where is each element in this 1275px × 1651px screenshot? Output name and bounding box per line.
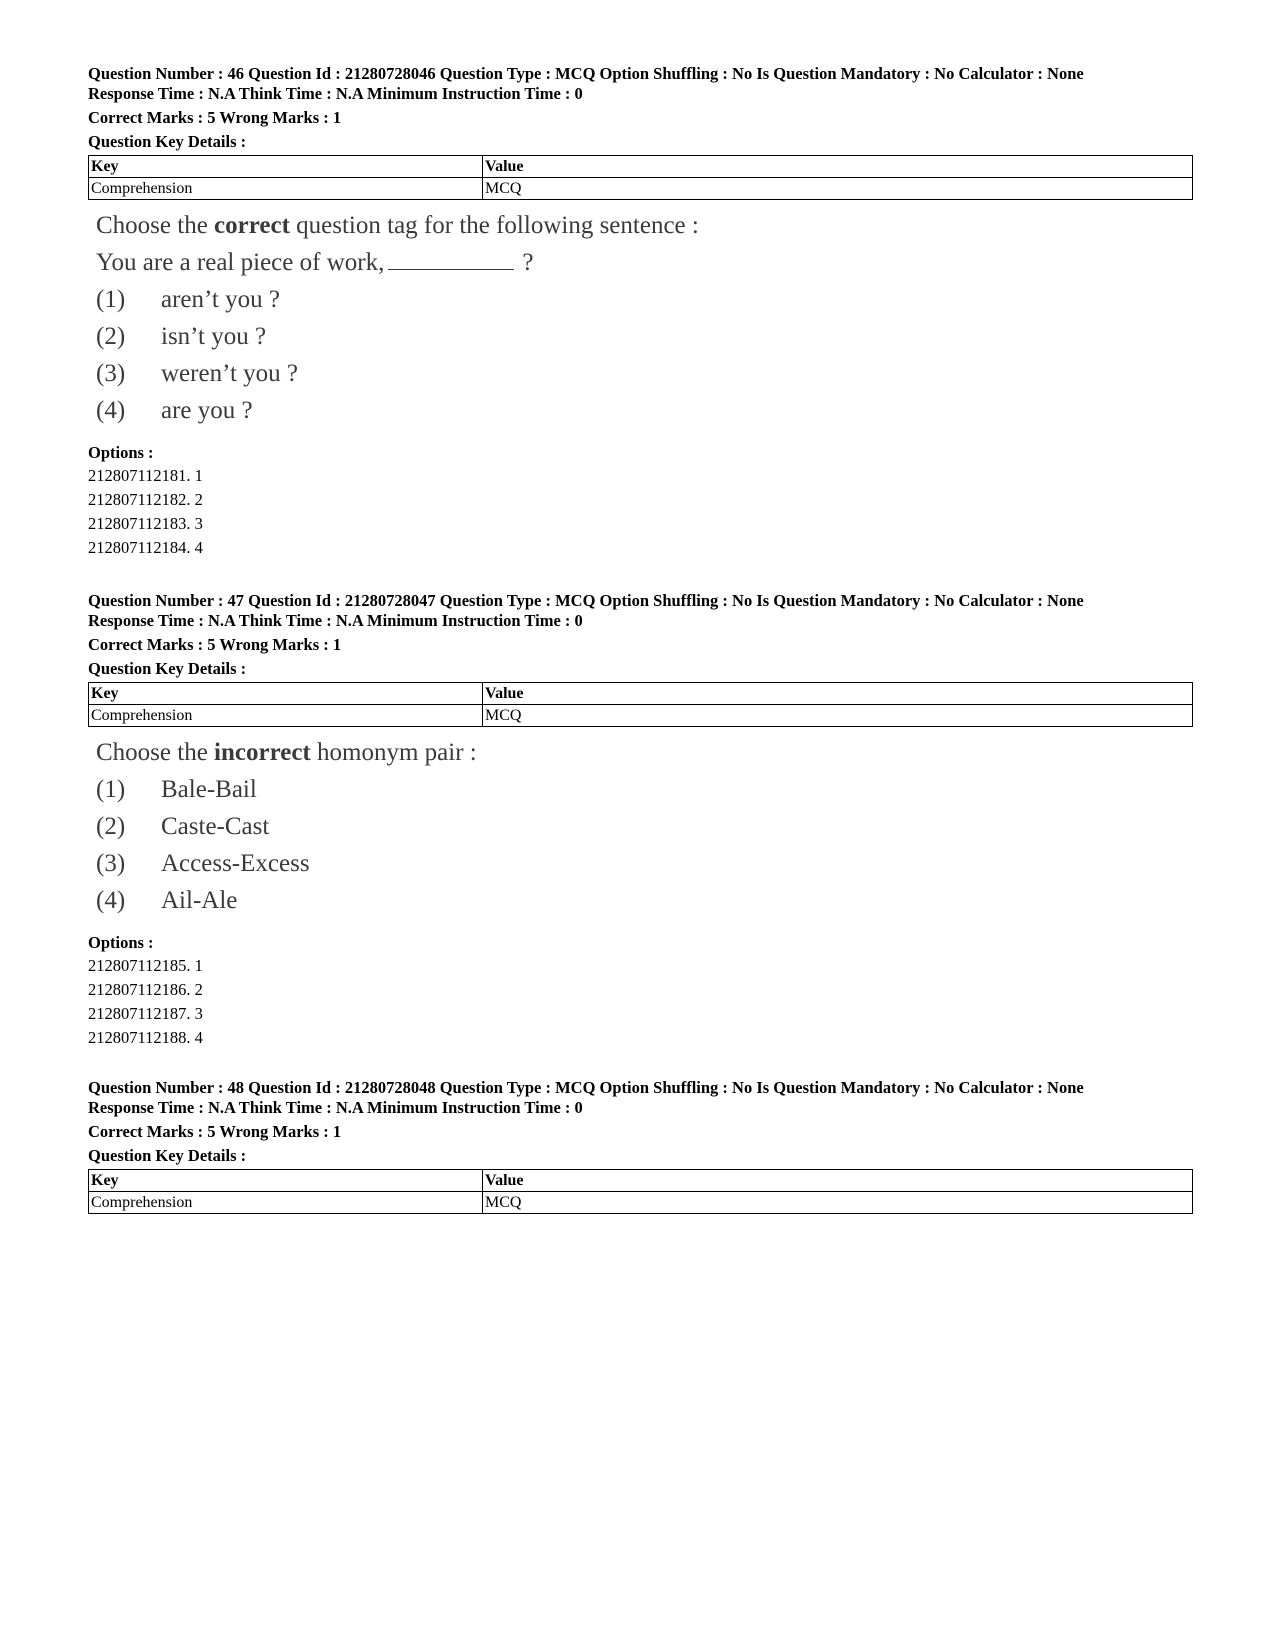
option-item: 212807112186. 2 — [88, 980, 203, 999]
question-header-line2: Response Time : N.A Think Time : N.A Minimum Instruction Time : 0 — [88, 1098, 583, 1117]
question-block-48 — [88, 1078, 1193, 1214]
question-sentence: You are a real piece of work, ? — [96, 249, 534, 276]
choice-item: (2) isn’t you ? — [96, 323, 267, 350]
question-block-47 — [88, 591, 1193, 1050]
question-prompt: Choose the incorrect homonym pair : — [96, 739, 477, 766]
question-image — [96, 208, 1193, 430]
table-header-value: Value — [483, 1170, 1193, 1192]
question-block-46 — [88, 64, 1193, 560]
choice-item: (4) Ail-Ale — [96, 887, 238, 914]
option-item: 212807112185. 1 — [88, 956, 203, 975]
question-header-line2: Response Time : N.A Think Time : N.A Minimum Instruction Time : 0 — [88, 611, 583, 630]
table-cell-key: Comprehension — [89, 1192, 483, 1214]
question-header-line2: Response Time : N.A Think Time : N.A Minimum Instruction Time : 0 — [88, 84, 583, 103]
table-header-value: Value — [483, 683, 1193, 705]
options-label: Options : — [88, 933, 154, 952]
option-item: 212807112181. 1 — [88, 466, 203, 485]
choice-item: (2) Caste-Cast — [96, 813, 270, 840]
choice-item: (3) weren’t you ? — [96, 360, 298, 387]
key-details-table — [88, 155, 1193, 200]
choice-item: (4) are you ? — [96, 397, 253, 424]
key-details-table — [88, 682, 1193, 727]
key-details-label: Question Key Details : — [88, 659, 247, 678]
table-cell-value: MCQ — [483, 705, 1193, 727]
table-header-key: Key — [89, 1170, 483, 1192]
table-header-row — [89, 683, 1193, 705]
table-cell-key: Comprehension — [89, 705, 483, 727]
marks-line: Correct Marks : 5 Wrong Marks : 1 — [88, 635, 342, 654]
option-item: 212807112188. 4 — [88, 1028, 203, 1047]
choice-item: (1) aren’t you ? — [96, 286, 280, 313]
table-header-key: Key — [89, 156, 483, 178]
question-header-line1: Question Number : 48 Question Id : 21280728048 Question Type : MCQ Option Shuffling : No Is Question Mandatory : No Calculator : None — [88, 1078, 1084, 1097]
table-cell-key: Comprehension — [89, 178, 483, 200]
table-cell-value: MCQ — [483, 178, 1193, 200]
option-item: 212807112183. 3 — [88, 514, 203, 533]
option-item: 212807112182. 2 — [88, 490, 203, 509]
question-header-line1: Question Number : 47 Question Id : 21280728047 Question Type : MCQ Option Shuffling : No Is Question Mandatory : No Calculator : None — [88, 591, 1084, 610]
question-image — [96, 735, 1193, 920]
marks-line: Correct Marks : 5 Wrong Marks : 1 — [88, 1122, 342, 1141]
table-header-key: Key — [89, 683, 483, 705]
option-item: 212807112184. 4 — [88, 538, 203, 557]
key-details-label: Question Key Details : — [88, 132, 247, 151]
key-details-table — [88, 1169, 1193, 1214]
table-header-value: Value — [483, 156, 1193, 178]
choice-item: (3) Access-Excess — [96, 850, 310, 877]
marks-line: Correct Marks : 5 Wrong Marks : 1 — [88, 108, 342, 127]
table-row — [89, 178, 1193, 200]
table-cell-value: MCQ — [483, 1192, 1193, 1214]
answer-blank — [388, 251, 514, 270]
table-row — [89, 705, 1193, 727]
question-prompt: Choose the correct question tag for the following sentence : — [96, 212, 699, 239]
choice-item: (1) Bale-Bail — [96, 776, 257, 803]
key-details-label: Question Key Details : — [88, 1146, 247, 1165]
options-label: Options : — [88, 443, 154, 462]
table-header-row — [89, 156, 1193, 178]
table-row — [89, 1192, 1193, 1214]
table-header-row — [89, 1170, 1193, 1192]
question-header-line1: Question Number : 46 Question Id : 21280728046 Question Type : MCQ Option Shuffling : No Is Question Mandatory : No Calculator : None — [88, 64, 1084, 83]
option-item: 212807112187. 3 — [88, 1004, 203, 1023]
